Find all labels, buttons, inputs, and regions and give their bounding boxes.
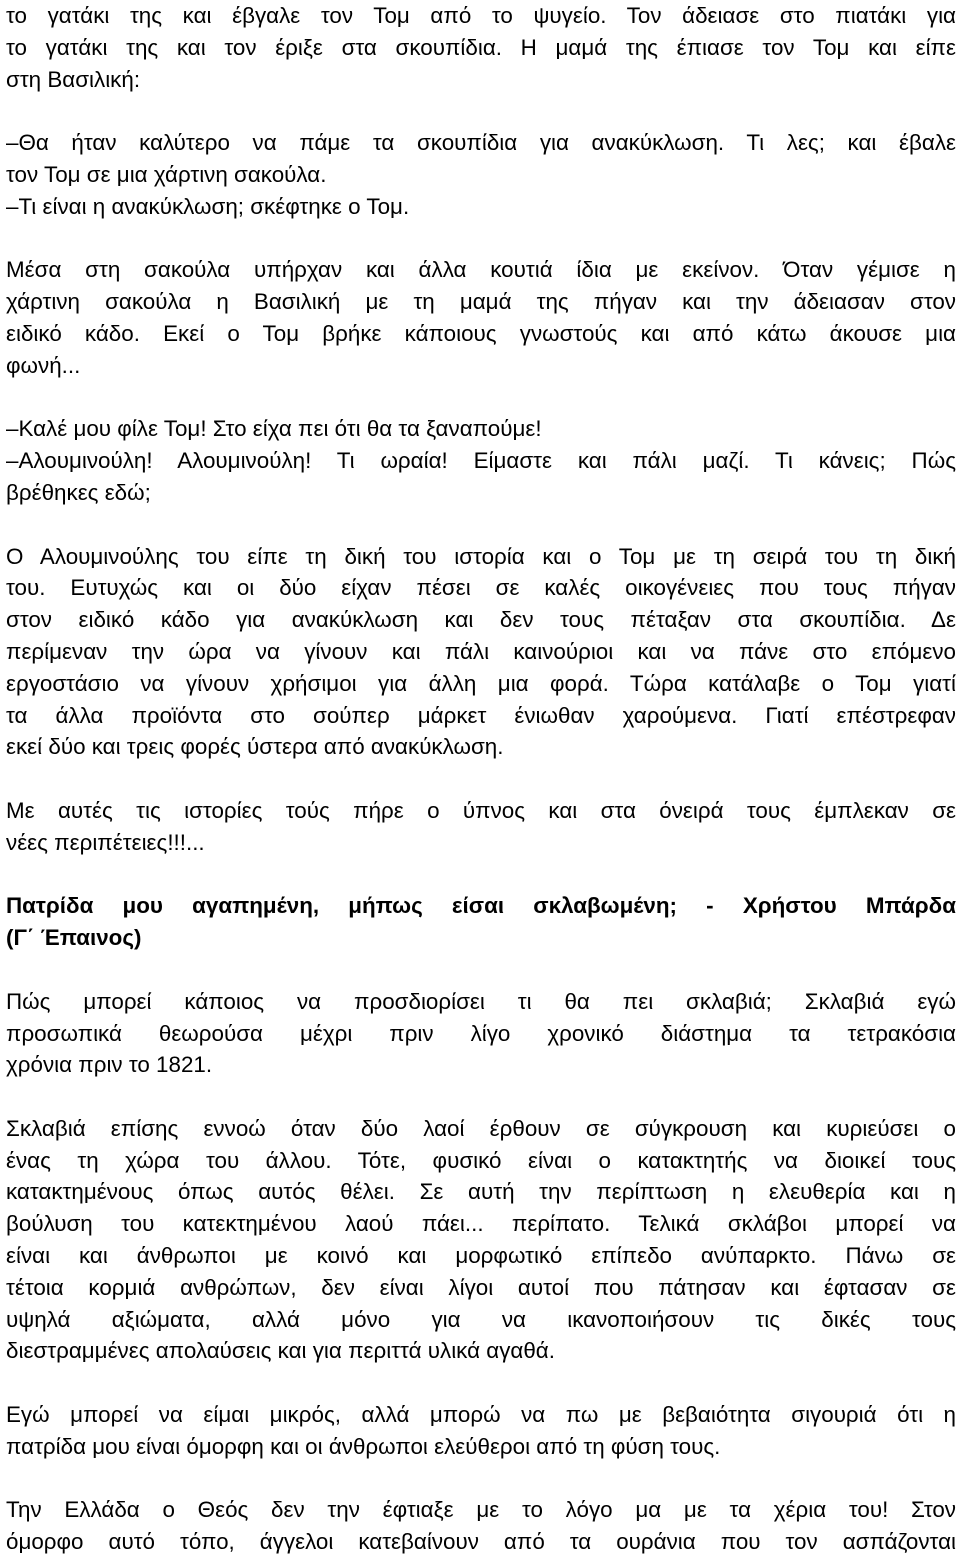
text-line: Σκλαβιά επίσης εννοώ όταν δύο λαοί έρθουν σε σύγκρουση και κυριεύσει ο xyxy=(6,1115,956,1141)
paragraph-spacer xyxy=(6,95,956,127)
heading-line: Πατρίδα μου αγαπημένη, μήπως είσαι σκλαβωμένη; - Χρήστου Μπάρδα xyxy=(6,893,956,919)
text-line: είναι και άνθρωποι με κοινό και μορφωτικό επίπεδο ανύπαρκτο. Πάνω σε xyxy=(6,1243,956,1269)
text-line: Μέσα στη σακούλα υπήρχαν και άλλα κουτιά ίδια με εκείνον. Όταν γέμισε η xyxy=(6,257,956,283)
text-line: ένας τη χώρα του άλλου. Τότε, φυσικό είναι ο κατακτητής να διοικεί τους xyxy=(6,1147,956,1173)
essay-paragraph-1 xyxy=(6,986,956,1081)
text-line: του. Ευτυχώς και οι δύο είχαν πέσει σε καλές οικογένειες που τους πήγαν xyxy=(6,575,956,601)
text-line: υψηλά αξιώματα, αλλά μόνο για να ικανοποιήσουν τις δικές τους xyxy=(6,1306,956,1332)
text-line: νέες περιπέτειες!!!... xyxy=(6,829,205,855)
text-line: Με αυτές τις ιστορίες τούς πήρε ο ύπνος και στα όνειρά τους έμπλεκαν σε xyxy=(6,797,956,823)
paragraph-spacer xyxy=(6,509,956,541)
dialogue-line: –Καλέ μου φίλε Τομ! Στο είχα πει ότι θα τα ξαναπούμε! xyxy=(6,416,542,442)
text-line: στον ειδικό κάδο για ανακύκλωση και δεν τους πέταξαν στα σκουπίδια. Δε xyxy=(6,607,956,633)
dialogue-line: –Θα ήταν καλύτερο να πάμε τα σκουπίδια για ανακύκλωση. Τι λες; και έβαλε xyxy=(6,130,956,156)
text-line: το γατάκι της και τον έριξε στα σκουπίδια. Η μαμά της έπιασε τον Τομ και είπε xyxy=(6,34,956,60)
text-line: προσωπικά θεωρούσα μέχρι πριν λίγο χρονικό διάστημα τα τετρακόσια xyxy=(6,1020,956,1046)
paragraph-spacer xyxy=(6,763,956,795)
paragraph-spacer xyxy=(6,1367,956,1399)
text-line: βρέθηκες εδώ; xyxy=(6,479,151,505)
dialogue-line: –Τι είναι η ανακύκλωση; σκέφτηκε ο Τομ. xyxy=(6,193,410,219)
text-line: Ο Αλουμινούλης του είπε τη δική του ιστορία και ο Τομ με τη σειρά του τη δική xyxy=(6,543,956,569)
text-line: τον Τομ σε μια χάρτινη σακούλα. xyxy=(6,161,327,187)
text-line: τα άλλα προϊόντα στο σούπερ μάρκετ ένιωθαν χαρούμενα. Γιατί επέστρεφαν xyxy=(6,702,956,728)
text-line: περίμεναν την ώρα να γίνουν και πάλι καινούριοι και να πάνε στο επόμενο xyxy=(6,638,956,664)
story-paragraph-6 xyxy=(6,795,956,859)
paragraph-spacer xyxy=(6,859,956,891)
text-line: όμορφο αυτό τόπο, άγγελοι κατεβαίνουν από τα ουράνια που τον ασπάζονται xyxy=(6,1529,956,1555)
essay-paragraph-4 xyxy=(6,1494,956,1558)
text-line: εκεί δύο και τρεις φορές ύστερα από ανακύκλωση. xyxy=(6,734,504,760)
text-line: Εγώ μπορεί να είμαι μικρός, αλλά μπορώ να πω με βεβαιότητα σιγουριά ότι η xyxy=(6,1402,956,1428)
text-line: ειδικό κάδο. Εκεί ο Τομ βρήκε κάποιους γνωστούς και από κάτω άκουσε μια xyxy=(6,320,956,346)
story-paragraph-1 xyxy=(6,0,956,95)
text-line: διεστραμμένες απολαύσεις και για περιττά υλικά αγαθά. xyxy=(6,1338,555,1364)
story-paragraph-3 xyxy=(6,254,956,381)
paragraph-spacer xyxy=(6,223,956,255)
story-paragraph-5 xyxy=(6,541,956,764)
text-line: πατρίδα μου είναι όμορφη και οι άνθρωποι ελεύθεροι από τη φύση τους. xyxy=(6,1433,721,1459)
paragraph-spacer xyxy=(6,1081,956,1113)
text-line: χρόνια πριν το 1821. xyxy=(6,1052,213,1078)
text-line: χάρτινη σακούλα η Βασιλική με τη μαμά της πήγαν και την άδειασαν στον xyxy=(6,289,956,315)
story-paragraph-2 xyxy=(6,127,956,222)
story-paragraph-4 xyxy=(6,413,956,508)
text-line: τέτοια κορμιά ανθρώπων, δεν είναι λίγοι αυτοί που πάτησαν και έφτασαν σε xyxy=(6,1274,956,1300)
text-line: Την Ελλάδα ο Θεός δεν την έφτιαξε με το λόγο μα με τα χέρια του! Στον xyxy=(6,1497,956,1523)
text-line: βούλυση του κατεκτημένου λαού πάει... περίπατο. Τελικά σκλάβοι μπορεί να xyxy=(6,1211,956,1237)
text-line: φωνή... xyxy=(6,352,81,378)
essay-heading xyxy=(6,890,956,954)
document-page xyxy=(6,0,956,1558)
paragraph-spacer xyxy=(6,954,956,986)
text-line: Πώς μπορεί κάποιος να προσδιορίσει τι θα πει σκλαβιά; Σκλαβιά εγώ xyxy=(6,988,956,1014)
heading-line: (Γ΄ Έπαινος) xyxy=(6,925,142,951)
essay-paragraph-2 xyxy=(6,1113,956,1367)
text-line: κατακτημένους όπως αυτός θέλει. Σε αυτή την περίπτωση η ελευθερία και η xyxy=(6,1179,956,1205)
paragraph-spacer xyxy=(6,1463,956,1495)
dialogue-line: –Αλουμινούλη! Αλουμινούλη! Τι ωραία! Είμαστε και πάλι μαζί. Τι κάνεις; Πώς xyxy=(6,448,956,474)
essay-paragraph-3 xyxy=(6,1399,956,1463)
text-line: στη Βασιλική: xyxy=(6,66,141,92)
text-line: εργοστάσιο να γίνουν χρήσιμοι για άλλη μια φορά. Τώρα κατάλαβε ο Τομ γιατί xyxy=(6,670,956,696)
paragraph-spacer xyxy=(6,382,956,414)
text-line: το γατάκι της και έβγαλε τον Τομ από το ψυγείο. Τον άδειασε στο πιατάκι για xyxy=(6,3,956,28)
